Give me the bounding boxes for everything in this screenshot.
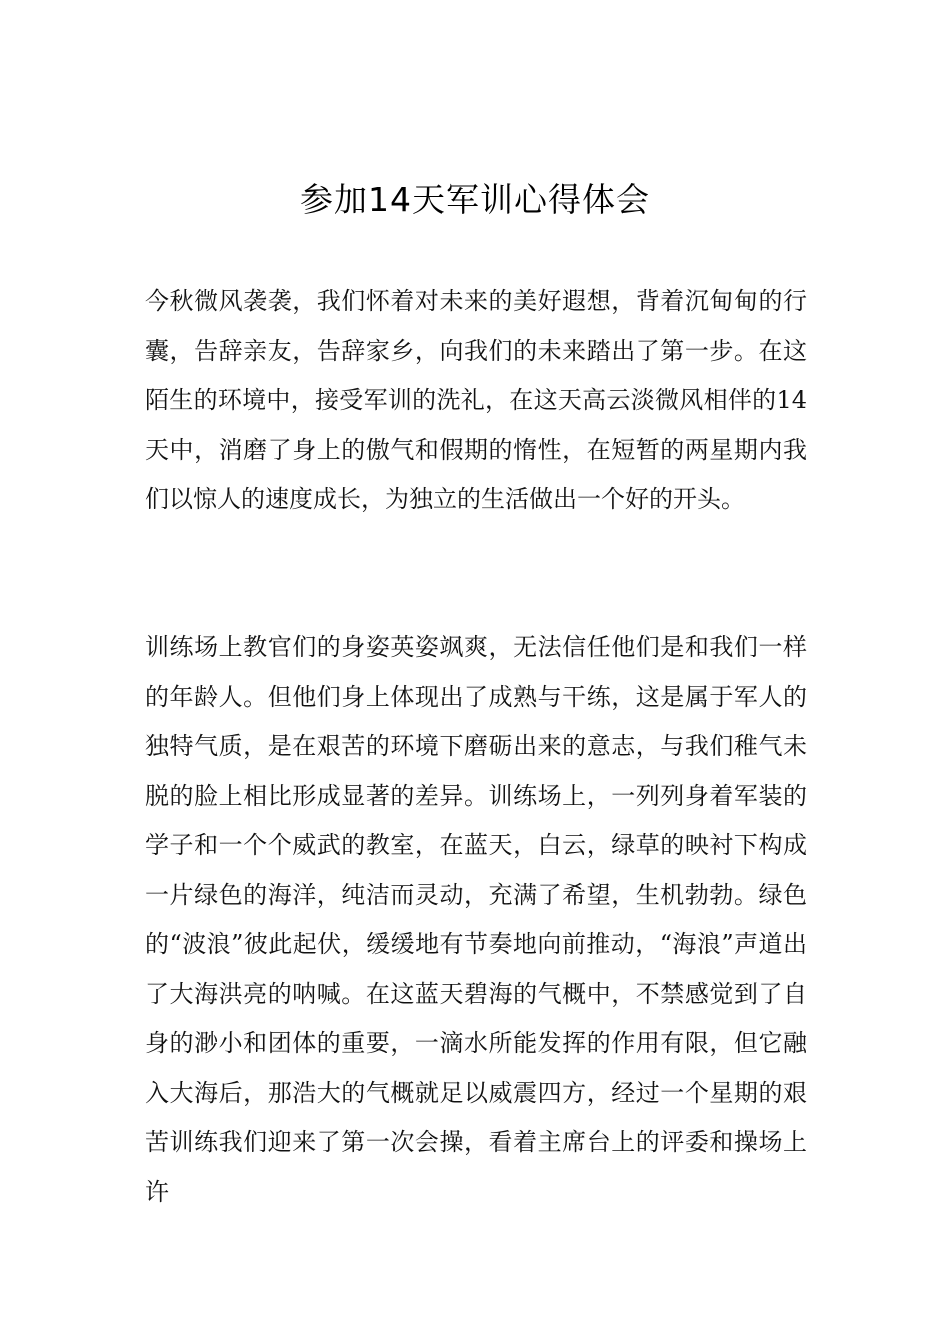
paragraph-2: 训练场上教官们的身姿英姿飒爽，无法信任他们是和我们一样的年龄人。但他们身上体现出了成熟与干练，这是属于军人的独特气质，是在艰苦的环境下磨砺出来的意志，与我们稚气未脱的脸上相比形成显著的差异。训练场上，一列列身着军装的学子和一个个威武的教室，在蓝天，白云，绿草的映衬下构成一片绿色的海洋，纯洁而灵动，充满了希望，生机勃勃。绿色的“波浪”彼此起伏，缓缓地有节奏地向前推动，“海浪”声道出了大海洪亮的呐喊。在这蓝天碧海的气概中，不禁感觉到了自身的渺小和团体的重要，一滴水所能发挥的作用有限，但它融入大海后，那浩大的气概就足以威震四方，经过一个星期的艰苦训练我们迎来了第一次会操，看着主席台上的评委和操场上许	[145, 633, 807, 1206]
document-title: 参加14天军训心得体会	[300, 180, 650, 219]
paragraph-1: 今秋微风袭袭，我们怀着对未来的美好遐想，背着沉甸甸的行囊，告辞亲友，告辞家乡，向我们的未来踏出了第一步。在这陌生的环境中，接受军训的洗礼，在这天高云淡微风相伴的14天中，消磨了身上的傲气和假期的惰性，在短暂的两星期内我们以惊人的速度成长，为独立的生活做出一个好的开头。	[145, 287, 807, 513]
